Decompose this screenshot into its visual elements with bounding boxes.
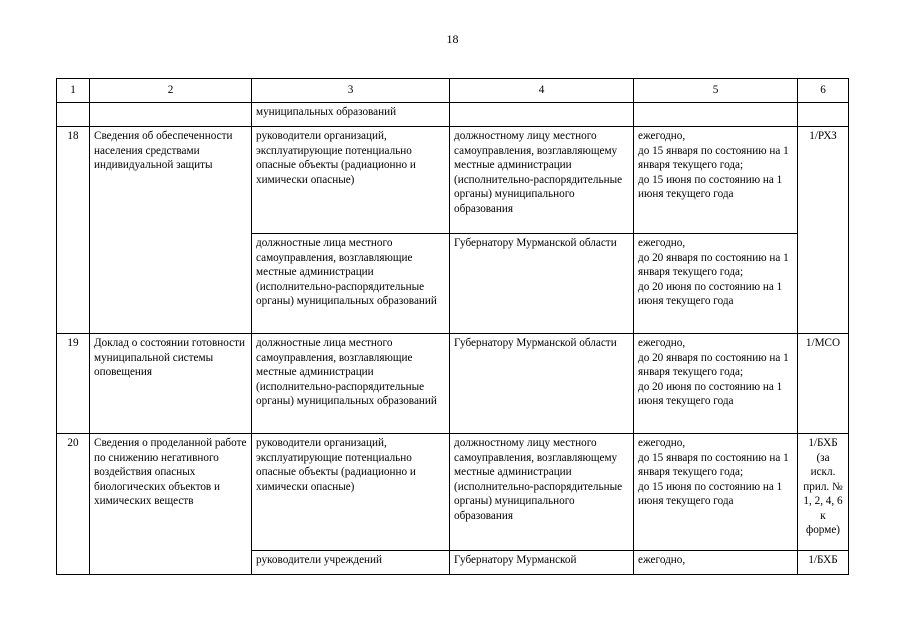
page-number: 18 [446, 32, 459, 46]
empty-cell [90, 103, 252, 127]
table-row-continuation [57, 103, 849, 127]
column-header: 5 [634, 79, 798, 103]
empty-cell [634, 103, 798, 127]
report-title: Доклад о состоянии готовности муниципальной системы оповещения [90, 334, 252, 434]
deadline-cell: ежегодно, до 15 января по состоянию на 1 января текущего года; до 15 июня по состоянию на 1 июня текущего года [634, 127, 798, 234]
recipient-cell: должностному лицу местного самоуправления, возглавляющему местные администрации (исполнительно-распорядительные органы) муниципального образования [450, 434, 634, 551]
form-code: 1/РХЗ [798, 127, 849, 334]
report-table [56, 78, 849, 575]
recipient-cell: должностному лицу местного самоуправления, возглавляющему местные администрации (исполнительно-распорядительные органы) муниципального образования [450, 127, 634, 234]
column-header: 6 [798, 79, 849, 103]
report-title: Сведения о проделанной работе по снижению негативного воздействия опасных биологических объектов и химических веществ [90, 434, 252, 575]
who-cell: муниципальных образований [252, 103, 450, 127]
empty-cell [57, 103, 90, 127]
report-title: Сведения об обеспеченности населения средствами индивидуальной защиты [90, 127, 252, 334]
row-number: 18 [57, 127, 90, 334]
column-header: 4 [450, 79, 634, 103]
table-row [57, 334, 849, 434]
form-code: 1/БХБ (за искл. прил. № 1, 2, 4, 6 к форме) [798, 434, 849, 551]
recipient-cell: Губернатору Мурманской [450, 551, 634, 575]
column-header: 1 [57, 79, 90, 103]
deadline-cell: ежегодно, до 20 января по состоянию на 1 января текущего года; до 20 июня по состоянию на 1 июня текущего года [634, 234, 798, 334]
who-cell: должностные лица местного самоуправления, возглавляющие местные администрации (исполнительно-распорядительные органы) муниципальных образований [252, 234, 450, 334]
deadline-cell: ежегодно, до 15 января по состоянию на 1 января текущего года; до 15 июня по состоянию на 1 июня текущего года [634, 434, 798, 551]
column-header: 2 [90, 79, 252, 103]
table-row [57, 434, 849, 551]
deadline-cell: ежегодно, до 20 января по состоянию на 1 января текущего года; до 20 июня по состоянию на 1 июня текущего года [634, 334, 798, 434]
form-code: 1/БХБ [798, 551, 849, 575]
who-cell: руководители организаций, эксплуатирующие потенциально опасные объекты (радиационно и химически опасные) [252, 434, 450, 551]
recipient-cell: Губернатору Мурманской области [450, 234, 634, 334]
who-cell: руководители учреждений [252, 551, 450, 575]
form-code: 1/МСО [798, 334, 849, 434]
deadline-cell: ежегодно, [634, 551, 798, 575]
empty-cell [450, 103, 634, 127]
row-number: 19 [57, 334, 90, 434]
who-cell: должностные лица местного самоуправления, возглавляющие местные администрации (исполнительно-распорядительные органы) муниципальных образований [252, 334, 450, 434]
column-header: 3 [252, 79, 450, 103]
empty-cell [798, 103, 849, 127]
who-cell: руководители организаций, эксплуатирующие потенциально опасные объекты (радиационно и химически опасные) [252, 127, 450, 234]
table-row [57, 127, 849, 234]
table-header-row [57, 79, 849, 103]
recipient-cell: Губернатору Мурманской области [450, 334, 634, 434]
row-number: 20 [57, 434, 90, 575]
